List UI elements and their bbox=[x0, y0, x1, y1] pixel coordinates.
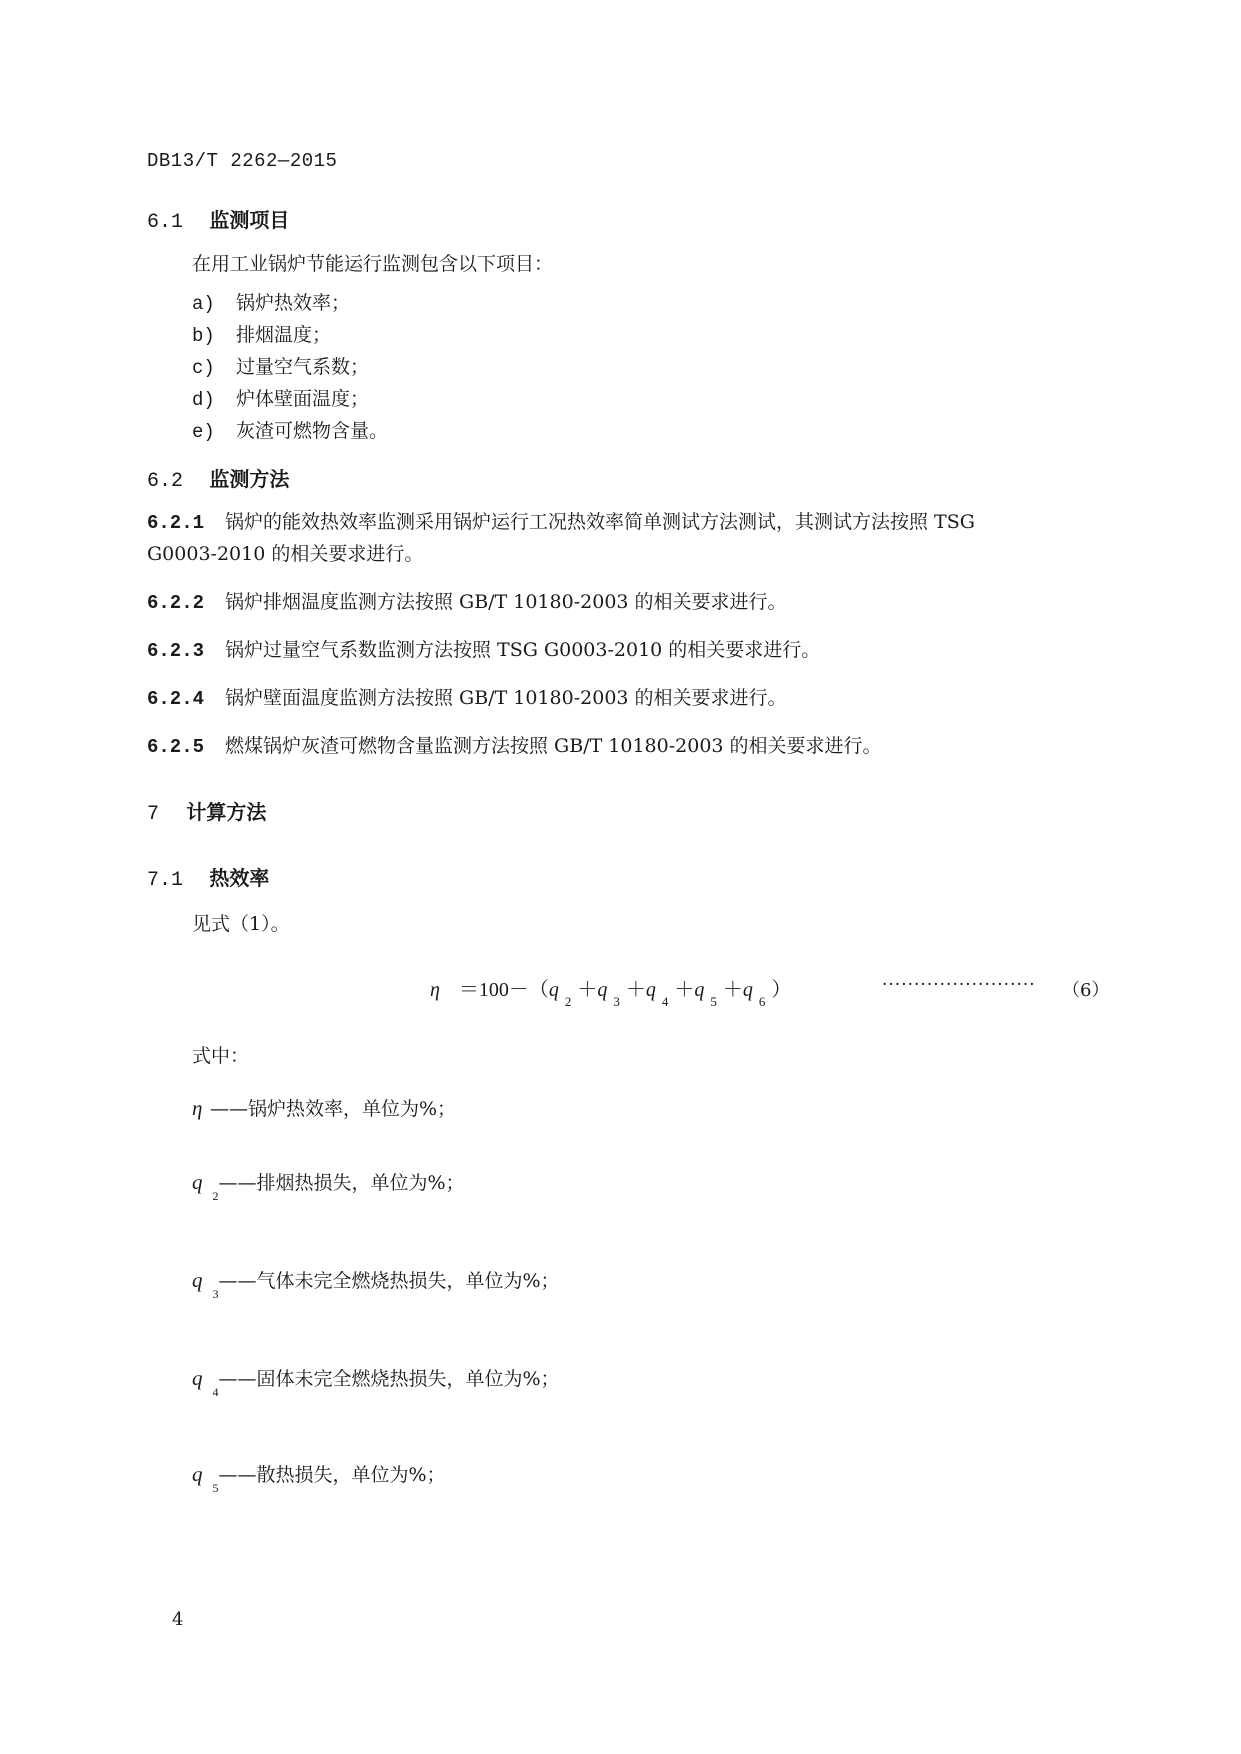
symbol-letter: q bbox=[192, 1170, 203, 1194]
clause-6-2-3 bbox=[147, 634, 820, 668]
definition-text: ——气体未完全燃烧热损失，单位为%； bbox=[218, 1270, 560, 1292]
list-item bbox=[192, 384, 369, 411]
leader-dots: ························ bbox=[882, 975, 1036, 995]
definition-item bbox=[192, 1094, 456, 1121]
clause-text: 锅炉排烟温度监测方法按照 GB/T 10180-2003 的相关要求进行。 bbox=[225, 591, 787, 613]
plus-sign: ＋ bbox=[625, 979, 646, 1001]
intro-text: 在用工业锅炉节能运行监测包含以下项目： bbox=[192, 253, 554, 275]
eta-symbol: η bbox=[430, 979, 440, 1001]
q-symbol: q bbox=[645, 979, 656, 1001]
clause-number: 6.2.5 bbox=[147, 736, 205, 758]
clause-text: 锅炉的能效热效率监测采用锅炉运行工况热效率简单测试方法测试，其测试方法按照 TSG bbox=[225, 511, 975, 533]
heading-number: 6.2 bbox=[147, 470, 184, 493]
list-item-text: 排烟温度； bbox=[236, 324, 332, 346]
heading-6-1 bbox=[147, 204, 289, 234]
definition-item bbox=[192, 1266, 560, 1302]
subscript: 3 bbox=[613, 994, 620, 1009]
heading-title: 热效率 bbox=[209, 866, 270, 890]
list-item-label: c) bbox=[192, 357, 215, 379]
plus-sign: ＋ bbox=[674, 979, 695, 1001]
symbol-letter: q bbox=[192, 1462, 203, 1486]
q-symbol: q bbox=[742, 979, 753, 1001]
q-symbol: q bbox=[694, 979, 705, 1001]
clause-text: 锅炉壁面温度监测方法按照 GB/T 10180-2003 的相关要求进行。 bbox=[225, 687, 787, 709]
subscript: 5 bbox=[710, 994, 717, 1009]
definition-text: ——散热损失，单位为%； bbox=[218, 1464, 446, 1486]
subscript: 6 bbox=[758, 994, 766, 1009]
list-item-label: e) bbox=[192, 421, 215, 443]
formula-equals: ＝100－（ bbox=[458, 979, 549, 1001]
definition-item bbox=[192, 1460, 446, 1496]
clause-number: 6.2.2 bbox=[147, 592, 205, 614]
symbol-letter: q bbox=[192, 1268, 203, 1292]
subscript: 4 bbox=[661, 994, 669, 1009]
clause-text: 燃煤锅炉灰渣可燃物含量监测方法按照 GB/T 10180-2003 的相关要求进行。 bbox=[225, 735, 882, 757]
definition-text: ——锅炉热效率，单位为%； bbox=[210, 1098, 457, 1120]
definition-text: ——排烟热损失，单位为%； bbox=[218, 1172, 465, 1194]
definition-item bbox=[192, 1168, 465, 1204]
list-item-text: 炉体壁面温度； bbox=[236, 388, 370, 410]
formula-close-paren: ） bbox=[771, 979, 792, 1001]
clause-6-2-5 bbox=[147, 730, 882, 764]
symbol-subscript: 4 bbox=[212, 1385, 219, 1399]
list-item bbox=[192, 416, 388, 443]
list-item bbox=[192, 288, 350, 315]
plus-sign: ＋ bbox=[577, 979, 598, 1001]
symbol-subscript: 3 bbox=[212, 1287, 219, 1301]
efficiency-formula bbox=[430, 973, 791, 1010]
formula-number: （6） bbox=[1062, 980, 1110, 1001]
heading-number: 7 bbox=[147, 803, 160, 826]
list-item-text: 锅炉热效率； bbox=[236, 292, 351, 314]
symbol-subscript: 5 bbox=[212, 1481, 219, 1495]
list-item-text: 过量空气系数； bbox=[236, 356, 370, 378]
clause-number: 6.2.4 bbox=[147, 688, 205, 710]
heading-7-1 bbox=[147, 862, 269, 892]
clause-6-2-2 bbox=[147, 586, 787, 620]
formula-reference: 见式（1）。 bbox=[192, 913, 290, 935]
definition-text: ——固体未完全燃烧热损失，单位为%； bbox=[218, 1368, 560, 1390]
definition-symbol bbox=[192, 1366, 219, 1400]
clause-number: 6.2.3 bbox=[147, 640, 205, 662]
clause-6-2-1-continued: G0003-2010 的相关要求进行。 bbox=[147, 543, 424, 565]
where-label: 式中： bbox=[192, 1045, 250, 1067]
symbol-letter: q bbox=[192, 1366, 203, 1390]
list-item-label: d) bbox=[192, 389, 215, 411]
heading-number: 7.1 bbox=[147, 869, 184, 892]
list-item-text: 灰渣可燃物含量。 bbox=[236, 420, 389, 442]
plus-sign: ＋ bbox=[722, 979, 743, 1001]
subscript: 2 bbox=[564, 994, 572, 1009]
definition-symbol bbox=[192, 1462, 219, 1496]
q-symbol: q bbox=[597, 979, 608, 1001]
heading-7 bbox=[147, 796, 266, 826]
heading-title: 计算方法 bbox=[186, 800, 267, 824]
definition-symbol bbox=[192, 1170, 219, 1204]
heading-title: 监测方法 bbox=[209, 467, 290, 491]
clause-text: 锅炉过量空气系数监测方法按照 TSG G0003-2010 的相关要求进行。 bbox=[225, 639, 821, 661]
document-id: DB13/T 2262—2015 bbox=[147, 150, 338, 172]
clause-6-2-4 bbox=[147, 682, 787, 716]
list-item-label: a) bbox=[192, 293, 215, 315]
heading-6-2 bbox=[147, 463, 289, 493]
list-item bbox=[192, 352, 369, 379]
q-symbol: q bbox=[548, 979, 559, 1001]
heading-number: 6.1 bbox=[147, 211, 184, 234]
definition-symbol: η bbox=[192, 1096, 203, 1120]
page-number: 4 bbox=[172, 1609, 184, 1630]
definition-item bbox=[192, 1364, 560, 1400]
list-item bbox=[192, 320, 331, 347]
clause-number: 6.2.1 bbox=[147, 512, 205, 534]
symbol-subscript: 2 bbox=[212, 1189, 219, 1203]
list-item-label: b) bbox=[192, 325, 215, 347]
clause-6-2-1 bbox=[147, 506, 975, 540]
definition-symbol bbox=[192, 1268, 219, 1302]
heading-title: 监测项目 bbox=[209, 208, 290, 232]
